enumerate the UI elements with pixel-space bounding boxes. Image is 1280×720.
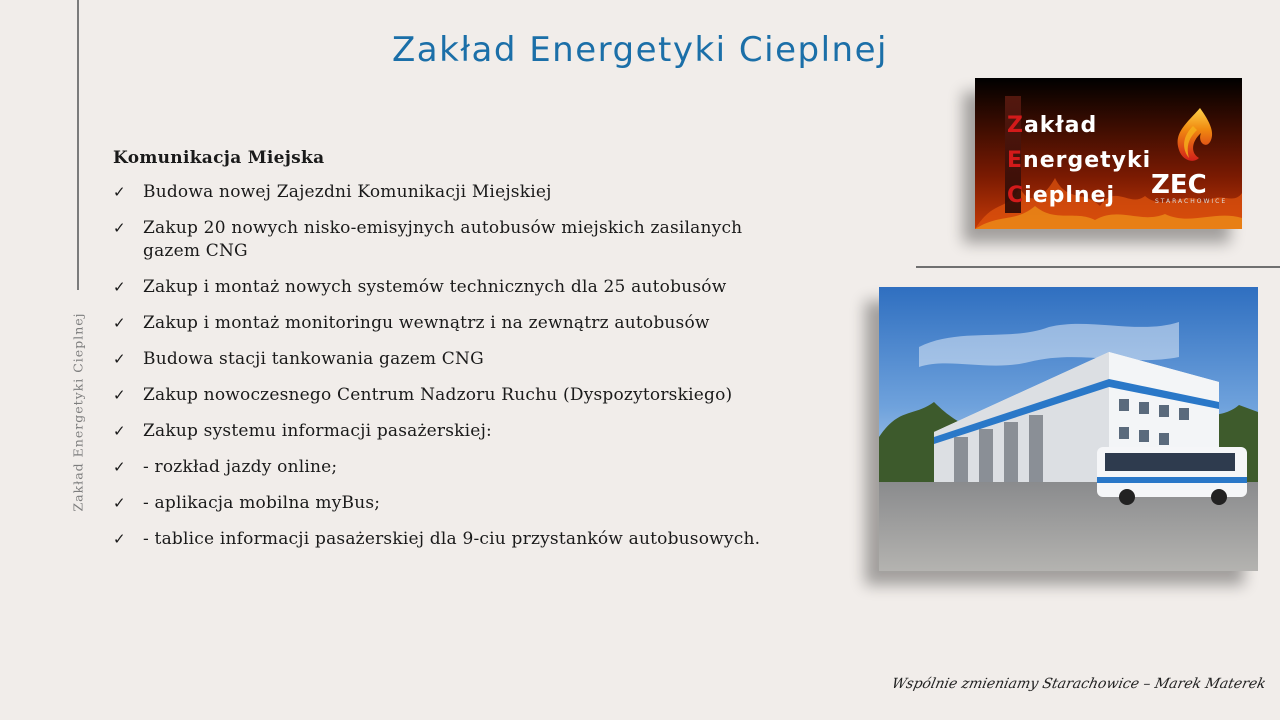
checkmark-icon: ✓ (113, 458, 126, 476)
checkmark-icon: ✓ (113, 386, 126, 404)
depot-illustration (879, 287, 1258, 571)
list-item-text: Zakup 20 nowych nisko-emisyjnych autobusów miejskich zasilanych gazem CNG (143, 218, 743, 261)
section-heading: Komunikacja Miejska (113, 148, 325, 168)
bullet-list (113, 181, 773, 551)
list-item (113, 492, 773, 515)
list-item-text: Zakup i montaż monitoringu wewnątrz i na zewnątrz autobusów (143, 313, 710, 333)
logo-word-energetyki: Energetyki (1007, 148, 1152, 173)
footer-signature: Wspólnie zmieniamy Starachowice – Marek Materek (890, 676, 1268, 692)
horizontal-divider (916, 266, 1280, 268)
list-item-text: - tablice informacji pasażerskiej dla 9-ciu przystanków autobusowych. (143, 529, 761, 549)
list-item (113, 181, 773, 204)
list-item (113, 420, 773, 443)
list-item (113, 217, 773, 263)
list-item-text: - rozkład jazdy online; (143, 457, 338, 477)
list-item (113, 348, 773, 371)
logo-brand: ZEC (1151, 170, 1207, 200)
list-item (113, 456, 773, 479)
list-item-text: Budowa nowej Zajezdni Komunikacji Miejskiej (143, 182, 552, 202)
list-item (113, 312, 773, 335)
bus-depot-photo (879, 287, 1258, 571)
list-item (113, 528, 773, 551)
logo-word-zaklad: Zakład (1007, 113, 1098, 138)
side-label: Zakład Energetyki Cieplnej (70, 312, 86, 512)
list-item (113, 384, 773, 407)
list-item-text: Zakup nowoczesnego Centrum Nadzoru Ruchu (Dyspozytorskiego) (143, 385, 733, 405)
checkmark-icon: ✓ (113, 278, 126, 296)
checkmark-icon: ✓ (113, 183, 126, 201)
content-section (113, 148, 773, 564)
checkmark-icon: ✓ (113, 530, 126, 548)
list-item (113, 276, 773, 299)
list-item-text: - aplikacja mobilna myBus; (143, 493, 381, 513)
logo-word-cieplnej: Cieplnej (1007, 183, 1116, 208)
checkmark-icon: ✓ (113, 314, 126, 332)
checkmark-icon: ✓ (113, 219, 126, 237)
list-item-text: Budowa stacji tankowania gazem CNG (143, 349, 484, 369)
checkmark-icon: ✓ (113, 422, 126, 440)
list-item-text: Zakup i montaż nowych systemów technicznych dla 25 autobusów (143, 277, 727, 297)
logo-city: STARACHOWICE (1155, 198, 1228, 205)
checkmark-icon: ✓ (113, 350, 126, 368)
list-item-text: Zakup systemu informacji pasażerskiej: (143, 421, 492, 441)
checkmark-icon: ✓ (113, 494, 126, 512)
page-title: Zakład Energetyki Cieplnej (392, 30, 888, 70)
zec-logo (975, 78, 1242, 229)
